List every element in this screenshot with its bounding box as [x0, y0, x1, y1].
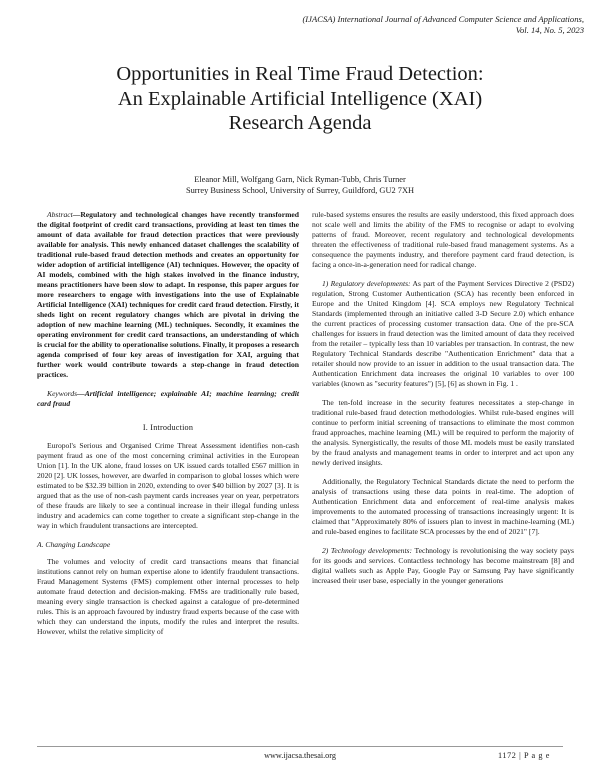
keywords	[37, 389, 299, 409]
keywords-lead: Keywords	[47, 389, 78, 398]
author-block	[40, 174, 560, 196]
abstract-text: —Regulatory and technological changes have recently transformed the digital footprint of credit card transactions, providing at least ten times the amount of data available for fraud detection practices that were previously available for analysis. This newly enhanced dataset challenges the scalability of traditional rule-based fraud detection methods and creates an opportunity for wider adoption of artificial intelligence (AI) techniques. However, the opacity of AI models, combined with the high stakes involved in the finance industry, means practitioners have been slow to adapt. In response, this paper argues for more researchers to engage with investigations into the use of Explainable Artificial Intelligence (XAI) techniques for credit card fraud detection. Firstly, it sheds light on recent regulatory changes which are pivotal in driving the adoption of new machine learning (ML) techniques. Secondly, it examines the operating environment for credit card transactions, an understanding of which is crucial for the ability to operationalise solutions. Finally, it proposes a research agenda comprised of four key areas of investigation for XAI, arguing that further work would contribute towards a step-change in fraud detection practices.	[37, 210, 299, 379]
technology-paragraph	[312, 546, 574, 586]
title-line-1: Opportunities in Real Time Fraud Detection:	[116, 63, 484, 85]
tenfold-paragraph: The ten-fold increase in the security features necessitates a step-change in traditional rule-based fraud detection methodologies. Whilst rule-based engines will continue to perform initial screening of transactions to eliminate the most common fraud approaches, machine learning (ML) will be required to perform the majority of the analysis. Synergistically, the results of those ML models must be easily translated by the fraud analysts and management teams in order to interpret and act upon any newly derived insights.	[312, 398, 574, 467]
title-line-2: An Explainable Artificial Intelligence (XAI)	[117, 87, 483, 110]
intro-paragraph: Europol's Serious and Organised Crime Threat Assessment identifies non-cash payment fraud as one of the most concerning criminal activities in the European Union [1]. In the UK alone, fraud losses on UK issued cards totalled £567 million in 2020 [2]. UK losses, however, are dwarfed in comparison to global losses which were estimated to be $32.39 billion in 2020, extending to over $40 billion by 2027 [3]. It is argued that as the use of non-cash payment cards increases year on year, perpetrators of these frauds are likely to see a continual increase in their illegal funding unless industry and academics can come together to create a significant step-change in the way in which fraudulent transactions are intercepted.	[37, 441, 299, 530]
footer-url[interactable]: www.ijacsa.thesai.org	[264, 751, 336, 760]
right-column	[312, 210, 574, 586]
paper-title	[40, 62, 560, 136]
landscape-paragraph: The volumes and velocity of credit card transactions means that financial institutions cannot rely on human expertise alone to identify fraudulent transactions. Fraud Management Systems (FMS) complement other internal processes to help automate fraud detection and decision-making. FMSs are traditionally rule based, meaning every single transaction is checked against a catalogue of pre-determined rules. This is an approach favoured by industry fraud experts because of the case with which they can understand the inputs, modify the rules and interpret the results. However, whilst the relative simplicity of	[37, 557, 299, 636]
keywords-text: —Artificial intelligence; explainable AI; machine learning; credit card fraud	[37, 389, 299, 408]
technology-title: 2) Technology developments:	[322, 546, 413, 555]
journal-volume: Vol. 14, No. 5, 2023	[515, 25, 584, 35]
abstract	[37, 210, 299, 380]
subsection-heading-changing-landscape: A. Changing Landscape	[37, 540, 111, 549]
title-line-3: Research Agenda	[228, 112, 372, 134]
footer-page-number: 1172 | P a g e	[498, 751, 550, 760]
left-column	[37, 210, 299, 637]
regulatory-title: 1) Regulatory developments:	[322, 279, 411, 288]
regulatory-text: As part of the Payment Services Directive 2 (PSD2) regulation, Strong Customer Authentication (SCA) has recently been enforced in Europe and the United Kingdom [4]. SCA employs new Regulatory Technical Standards (implemented through an initiative called 3-D Secure 2.0) which enhance the current practices of processing customer transaction data. One of the pre-SCA challenges for issuers in fraud detection was the limited amount of data they received from the retailer – typically less than 10 variables per transaction. In contrast, the new Regulatory Technical Standards describe "Authentication Enrichment" data that a retailer should now provide to an issuer in addition to the usual transaction data. The Authentication Enrichment data increases the original 10 variables to over 100 variables (known as "security features") [5], [6] as shown in Fig. 1 .	[312, 279, 574, 388]
footer-divider	[37, 746, 563, 747]
technology-text: Technology is revolutionising the way society pays for its goods and services. Contactless technology has become mainstream [8] and digital wallets such as Apple Pay, Google Pay or Samsung Pay have significantly increased their user base, especially in the younger generations	[312, 546, 574, 585]
section-heading-introduction: I. Introduction	[142, 423, 194, 432]
rule-based-paragraph: rule-based systems ensures the results are easily understood, this fixed approach does not scale well and limits the ability of the FMS to recognise or adapt to evolving patterns of fraud. Moreover, recent regulatory and technological developments threaten the effectiveness of traditional rule-based fraud management systems. As a consequence the payments industry, and therefore payment card fraud detection, is facing a once-in-a-generation need for radical change.	[312, 210, 574, 269]
author-affiliation: Surrey Business School, University of Surrey, Guildford, GU2 7XH	[185, 186, 415, 195]
regulatory-paragraph	[312, 279, 574, 389]
journal-header	[164, 14, 584, 36]
additionally-paragraph: Additionally, the Regulatory Technical Standards dictate the need to perform the analysis of transactions using these data points in real-time. The adoption of Authentication Enrichment data and enforcement of real-time analysis makes improvements to the automated processing of transactions increasingly urgent: It is claimed that "Approximately 80% of issuers plan to invest in machine-learning (ML) and rule-based engines to facilitate SCA processes by the end of 2021" [7].	[312, 477, 574, 536]
abstract-lead: Abstract	[47, 210, 73, 219]
author-names: Eleanor Mill, Wolfgang Garn, Nick Ryman-Tubb, Chris Turner	[194, 175, 406, 184]
journal-name: (IJACSA) International Journal of Advanced Computer Science and Applications,	[302, 14, 584, 24]
